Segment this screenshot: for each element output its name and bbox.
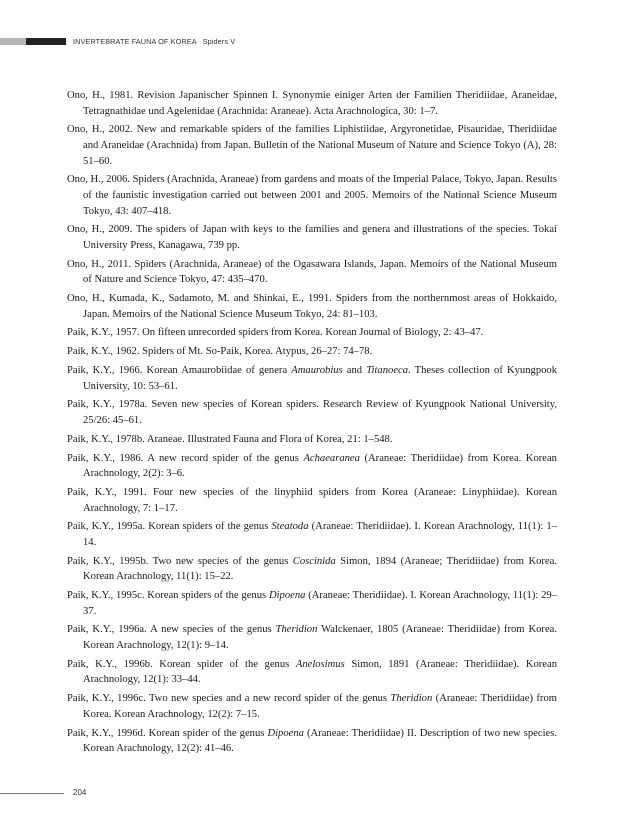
reference-text: Paik, K.Y., 1978a. Seven new species of Korean spiders. Research Review of Kyungpook National University, 25/26: 45–61. xyxy=(67,399,557,426)
reference-text: Paik, K.Y., 1996a. A new species of the genus xyxy=(67,624,276,636)
reference-entry xyxy=(67,88,557,119)
reference-entry xyxy=(67,325,557,341)
running-head xyxy=(73,37,235,46)
taxon-name: Theridion xyxy=(390,693,433,705)
reference-text: and xyxy=(342,365,367,376)
reference-text: (Araneae: Theridiidae) from Korea. Korean Arachnology, 2(2): 3–6. xyxy=(83,452,557,480)
taxon-name: Titanoeca xyxy=(366,365,409,376)
reference-entry xyxy=(67,257,557,288)
reference-text: Walckenaer, 1805 (Araneae: Theridiidae) from Korea. Korean Arachnology, 12(1): 9–14. xyxy=(83,624,557,651)
page-number: 204 xyxy=(73,788,87,797)
reference-list xyxy=(67,88,557,760)
header-bar-gray-segment xyxy=(0,38,26,45)
header-bar-dark-segment xyxy=(26,38,66,45)
taxon-name: Achaearanea xyxy=(303,452,360,464)
reference-text: Ono, H., 1981. Revision Japanischer Spinnen I. Synonymie einiger Arten der Familien Theridiidae, Araneidae, Tetragnathidae und Agelenidae (Arachnida: Araneae). Acta Arachnologica, 30: 1–7. xyxy=(67,90,557,117)
taxon-name: Theridion xyxy=(275,624,318,636)
reference-text: (Araneae: Theridiidae) from Korea. Korean Arachnology, 12(2): 7–15. xyxy=(83,693,557,720)
reference-entry xyxy=(67,691,557,722)
reference-text: Paik, K.Y., 1978b. Araneae. Illustrated Fauna and Flora of Korea, 21: 1–548. xyxy=(67,433,393,445)
reference-text: Paik, K.Y., 1966. Korean Amaurobiidae of genera xyxy=(67,365,292,376)
reference-text: Paik, K.Y., 1996b. Korean spider of the genus xyxy=(67,658,296,670)
header-color-bar xyxy=(0,38,66,45)
reference-entry xyxy=(67,451,557,482)
reference-text: Ono, H., 2006. Spiders (Arachnida, Araneae) from gardens and moats of the Imperial Palace, Tokyo, Japan. Results of the faunistic investigation carried out between 2001 and 2005. Memoirs of the National Science Museum Tokyo, 43: 407–418. xyxy=(67,174,557,217)
reference-text: Paik, K.Y., 1995a. Korean spiders of the genus xyxy=(67,521,272,533)
reference-entry xyxy=(67,485,557,516)
reference-entry xyxy=(67,172,557,219)
reference-text: Simon, 1894 (Araneae; Theridiidae) from Korea. Korean Arachnology, 11(1): 15–22. xyxy=(83,555,558,583)
reference-text: (Araneae: Theridiidae). I. Korean Arachnology, 11(1): 1–14. xyxy=(83,521,557,548)
taxon-name: Dipoena xyxy=(268,590,306,602)
reference-text: (Araneae: Theridiidae) II. Description of two new species. Korean Arachnology, 12(2): 41–46. xyxy=(83,727,557,755)
reference-text: Ono, H., 2002. New and remarkable spiders of the families Liphistiidae, Argyronetidae, Pisauridae, Theridiidae and Araneidae (Arachnida) from Japan. Bulletin of the National Museum of Nature and Science Tokyo (A), 28: 51–60. xyxy=(67,124,557,167)
reference-entry xyxy=(67,726,557,757)
reference-text: Paik, K.Y., 1991. Four new species of the linyphiid spiders from Korea (Araneae: Linyphiidae). Korean Arachnology, 7: 1–17. xyxy=(67,486,557,514)
reference-entry xyxy=(67,122,557,169)
reference-text: Ono, H., 2009. The spiders of Japan with keys to the families and genera and illustrations of the species. Tokai University Press, Kanagawa, 739 pp. xyxy=(67,224,557,251)
taxon-name: Coscinida xyxy=(292,555,336,567)
reference-entry xyxy=(67,222,557,253)
reference-entry xyxy=(67,291,557,322)
reference-text: (Araneae: Theridiidae). I. Korean Arachnology, 11(1): 29–37. xyxy=(83,590,557,617)
reference-entry xyxy=(67,622,557,653)
reference-text: . Theses collection of Kyungpook University, 10: 53–61. xyxy=(83,365,558,392)
reference-entry xyxy=(67,588,557,619)
reference-text: Paik, K.Y., 1995c. Korean spiders of the genus xyxy=(67,590,269,602)
reference-text: Simon, 1891 (Araneae: Theridiidae). Korean Arachnology, 12(1): 33–44. xyxy=(83,658,557,686)
reference-text: Paik, K.Y., 1962. Spiders of Mt. So-Paik, Korea. Atypus, 26–27: 74–78. xyxy=(67,346,373,358)
reference-entry xyxy=(67,554,557,585)
reference-text: Paik, K.Y., 1996d. Korean spider of the genus xyxy=(67,727,268,739)
reference-text: Paik, K.Y., 1957. On fifteen unrecorded spiders from Korea. Korean Journal of Biology, 2: 43–47. xyxy=(67,327,484,339)
reference-entry xyxy=(67,397,557,428)
reference-entry xyxy=(67,519,557,550)
reference-entry xyxy=(67,344,557,360)
reference-text: Paik, K.Y., 1995b. Two new species of the genus xyxy=(67,555,293,567)
running-head-subtitle: Spiders V xyxy=(202,37,236,46)
taxon-name: Amaurobius xyxy=(291,365,343,376)
footer-rule xyxy=(0,793,64,794)
reference-text: Ono, H., Kumada, K., Sadamoto, M. and Shinkai, E., 1991. Spiders from the northernmost areas of Hokkaido, Japan. Memoirs of the National Science Museum Tokyo, 24: 81–103. xyxy=(67,293,557,320)
taxon-name: Dipoena xyxy=(267,727,304,739)
running-head-title: INVERTEBRATE FAUNA OF KOREA xyxy=(73,37,197,46)
taxon-name: Steatoda xyxy=(271,521,309,533)
reference-text: Paik, K.Y., 1996c. Two new species and a new record spider of the genus xyxy=(67,693,391,705)
reference-text: Ono, H., 2011. Spiders (Arachnida, Araneae) of the Ogasawara Islands, Japan. Memoirs of the National Museum of Nature and Science Tokyo, 47: 435–470. xyxy=(67,258,557,286)
taxon-name: Anelosimus xyxy=(295,658,345,670)
reference-entry xyxy=(67,657,557,688)
reference-text: Paik, K.Y., 1986. A new record spider of the genus xyxy=(67,452,304,464)
reference-entry xyxy=(67,432,557,448)
reference-entry xyxy=(67,363,557,394)
